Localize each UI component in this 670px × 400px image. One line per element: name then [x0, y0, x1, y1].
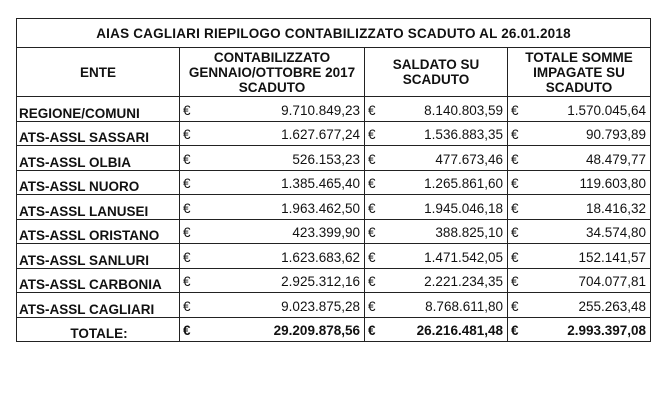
- total-saldato-cell: [365, 317, 508, 341]
- saldato-value: 8.768.611,80: [425, 298, 503, 314]
- header-saldato: SALDATO SU SCADUTO: [365, 48, 508, 97]
- saldato-value: 2.221.234,35: [424, 274, 503, 289]
- table-row: [17, 146, 651, 171]
- total-label: TOTALE:: [17, 317, 180, 341]
- contabilizzato-value: 423.399,90: [292, 225, 360, 240]
- table-row: [17, 97, 651, 122]
- currency-symbol: €: [368, 200, 376, 216]
- table-body: [17, 97, 651, 318]
- contabilizzato-value: 9.023.875,28: [281, 298, 360, 314]
- saldato-cell: [365, 219, 508, 244]
- total-saldato: 26.216.481,48: [416, 322, 503, 338]
- impagate-cell: [508, 195, 651, 220]
- currency-symbol: €: [368, 322, 376, 338]
- summary-table: [16, 18, 651, 342]
- contabilizzato-value: 2.925.312,16: [281, 274, 360, 289]
- saldato-value: 388.825,10: [435, 225, 503, 240]
- currency-symbol: €: [368, 151, 376, 167]
- header-contabilizzato: CONTABILIZZATO GENNAIO/OTTOBRE 2017 SCADUTO: [180, 48, 365, 97]
- ente-name: ATS-ASSL SANLURI: [17, 244, 180, 269]
- impagate-cell: [508, 97, 651, 122]
- contabilizzato-value: 1.627.677,24: [281, 127, 360, 142]
- currency-symbol: €: [183, 127, 191, 142]
- currency-symbol: €: [183, 322, 191, 338]
- contabilizzato-cell: [180, 293, 365, 318]
- contabilizzato-value: 1.385.465,40: [281, 176, 360, 191]
- currency-symbol: €: [511, 274, 519, 289]
- saldato-cell: [365, 293, 508, 318]
- table-row: [17, 170, 651, 195]
- impagate-value: 1.570.045,64: [567, 102, 647, 118]
- impagate-cell: [508, 170, 651, 195]
- impagate-value: 704.077,81: [578, 274, 647, 289]
- currency-symbol: €: [368, 274, 376, 289]
- total-impagate-cell: [508, 317, 651, 341]
- ente-name: ATS-ASSL ORISTANO: [17, 219, 180, 244]
- currency-symbol: €: [183, 249, 191, 265]
- saldato-value: 8.140.803,59: [424, 102, 503, 118]
- currency-symbol: €: [511, 225, 519, 240]
- ente-name: REGIONE/COMUNI: [17, 97, 180, 122]
- impagate-value: 48.479,77: [585, 151, 647, 167]
- table-row: [17, 121, 651, 146]
- currency-symbol: €: [183, 225, 191, 240]
- table-row: [17, 268, 651, 293]
- currency-symbol: €: [368, 249, 376, 265]
- contabilizzato-cell: [180, 121, 365, 146]
- total-contabilizzato-cell: [180, 317, 365, 341]
- impagate-cell: [508, 219, 651, 244]
- contabilizzato-value: 9.710.849,23: [281, 102, 360, 118]
- currency-symbol: €: [183, 200, 191, 216]
- table-title: AIAS CAGLIARI RIEPILOGO CONTABILIZZATO SCADUTO AL 26.01.2018: [17, 19, 651, 48]
- header-impagate: TOTALE SOMME IMPAGATE SU SCADUTO: [508, 48, 651, 97]
- impagate-value: 119.603,80: [579, 176, 647, 191]
- impagate-cell: [508, 293, 651, 318]
- saldato-value: 1.945.046,18: [424, 200, 503, 216]
- header-ente: ENTE: [17, 48, 180, 97]
- contabilizzato-value: 526.153,23: [292, 151, 360, 167]
- impagate-cell: [508, 244, 651, 269]
- impagate-value: 34.574,80: [585, 225, 647, 240]
- currency-symbol: €: [511, 298, 519, 314]
- currency-symbol: €: [183, 176, 191, 191]
- currency-symbol: €: [368, 127, 376, 142]
- impagate-value: 90.793,89: [585, 127, 647, 142]
- header-row: [17, 48, 651, 97]
- currency-symbol: €: [368, 225, 376, 240]
- currency-symbol: €: [368, 176, 376, 191]
- currency-symbol: €: [511, 249, 519, 265]
- table-row: [17, 195, 651, 220]
- total-impagate: 2.993.397,08: [567, 322, 647, 338]
- impagate-cell: [508, 268, 651, 293]
- impagate-value: 18.416,32: [585, 200, 647, 216]
- currency-symbol: €: [183, 298, 191, 314]
- saldato-cell: [365, 97, 508, 122]
- ente-name: ATS-ASSL CAGLIARI: [17, 293, 180, 318]
- contabilizzato-cell: [180, 170, 365, 195]
- contabilizzato-value: 1.963.462,50: [281, 200, 360, 216]
- table-row: [17, 293, 651, 318]
- saldato-value: 1.471.542,05: [424, 249, 503, 265]
- currency-symbol: €: [511, 102, 519, 118]
- saldato-value: 1.265.861,60: [424, 176, 503, 191]
- contabilizzato-cell: [180, 244, 365, 269]
- saldato-cell: [365, 121, 508, 146]
- currency-symbol: €: [511, 151, 519, 167]
- total-contabilizzato: 29.209.878,56: [273, 322, 360, 338]
- currency-symbol: €: [511, 322, 519, 338]
- currency-symbol: €: [183, 151, 191, 167]
- saldato-cell: [365, 244, 508, 269]
- impagate-cell: [508, 146, 651, 171]
- ente-name: ATS-ASSL LANUSEI: [17, 195, 180, 220]
- saldato-value: 1.536.883,35: [424, 127, 503, 142]
- ente-name: ATS-ASSL CARBONIA: [17, 268, 180, 293]
- currency-symbol: €: [183, 274, 191, 289]
- saldato-cell: [365, 195, 508, 220]
- ente-name: ATS-ASSL NUORO: [17, 170, 180, 195]
- table-row: [17, 219, 651, 244]
- currency-symbol: €: [511, 127, 519, 142]
- contabilizzato-cell: [180, 97, 365, 122]
- contabilizzato-value: 1.623.683,62: [281, 249, 360, 265]
- impagate-value: 152.141,57: [578, 249, 647, 265]
- currency-symbol: €: [368, 102, 376, 118]
- ente-name: ATS-ASSL SASSARI: [17, 121, 180, 146]
- saldato-cell: [365, 146, 508, 171]
- saldato-cell: [365, 170, 508, 195]
- currency-symbol: €: [511, 176, 519, 191]
- contabilizzato-cell: [180, 195, 365, 220]
- total-row: [17, 317, 651, 341]
- saldato-value: 477.673,46: [435, 151, 503, 167]
- contabilizzato-cell: [180, 146, 365, 171]
- ente-name: ATS-ASSL OLBIA: [17, 146, 180, 171]
- impagate-cell: [508, 121, 651, 146]
- currency-symbol: €: [511, 200, 519, 216]
- currency-symbol: €: [368, 298, 376, 314]
- currency-symbol: €: [183, 102, 191, 118]
- contabilizzato-cell: [180, 268, 365, 293]
- document-page: [16, 18, 650, 342]
- saldato-cell: [365, 268, 508, 293]
- contabilizzato-cell: [180, 219, 365, 244]
- impagate-value: 255.263,48: [578, 298, 647, 314]
- table-row: [17, 244, 651, 269]
